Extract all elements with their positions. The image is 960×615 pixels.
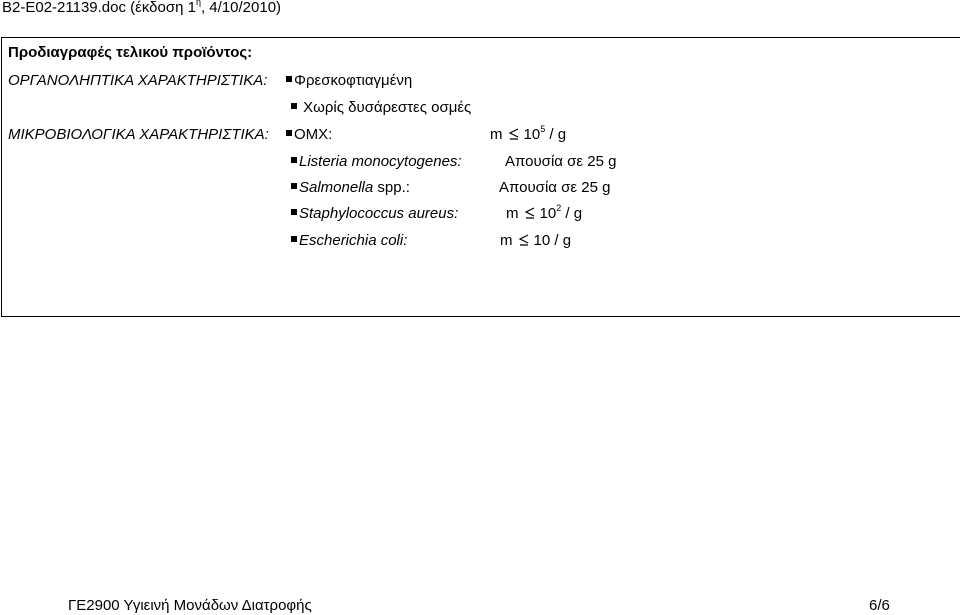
- bullet-icon: [291, 183, 297, 189]
- value-prefix: m: [500, 232, 513, 249]
- value-base: 10: [533, 232, 551, 249]
- footer-title: ΓΕ2900 Υγιεινή Μονάδων Διατροφής: [68, 597, 312, 614]
- bullet-icon: [286, 130, 292, 136]
- micro-item-name: [291, 153, 462, 171]
- less-equal-icon: [518, 234, 530, 246]
- value-suffix: / g: [565, 205, 583, 222]
- micro-item-name: [291, 179, 410, 197]
- doc-date: , 4/10/2010): [200, 0, 282, 16]
- value-base: 10: [539, 205, 557, 222]
- micro-item-name-text: Staphylococcus aureus:: [299, 205, 459, 222]
- micro-item-name-text: Escherichia coli:: [299, 232, 408, 249]
- version-superscript: η: [195, 0, 201, 7]
- value-exponent: 5: [540, 124, 546, 134]
- organoleptic-item-text: Φρεσκοφτιαγμένη: [294, 72, 413, 89]
- micro-item-name: [291, 232, 407, 250]
- bullet-icon: [291, 209, 297, 215]
- micro-item-name-text: Listeria monocytogenes:: [299, 153, 462, 170]
- value-prefix: m: [506, 205, 519, 222]
- less-equal-icon: [524, 207, 536, 219]
- less-equal-icon: [508, 128, 520, 140]
- micro-item-value: Απουσία σε 25 g: [499, 179, 611, 196]
- micro-item-name-text: Salmonella: [299, 179, 374, 196]
- micro-item-name-suffix: spp.:: [377, 179, 410, 196]
- page-number: 6/6: [869, 597, 890, 614]
- value-suffix: / g: [549, 126, 567, 143]
- section-title: Προδιαγραφές τελικού προϊόντος:: [8, 44, 253, 61]
- value-prefix: m: [490, 126, 503, 143]
- organoleptic-item: [291, 99, 471, 117]
- bullet-icon: [291, 236, 297, 242]
- value-exponent: 2: [556, 203, 562, 213]
- micro-item-name: [286, 126, 332, 144]
- organoleptic-label: ΟΡΓΑΝΟΛΗΠΤΙΚΑ ΧΑΡΑΚΤΗΡΙΣΤΙΚΑ:: [8, 72, 268, 89]
- micro-item-value: [490, 126, 566, 144]
- bullet-icon: [291, 157, 297, 163]
- bullet-icon: [291, 103, 297, 109]
- organoleptic-item-text: Χωρίς δυσάρεστες οσμές: [303, 99, 472, 116]
- micro-item-value: Απουσία σε 25 g: [505, 153, 617, 170]
- micro-item-value: [506, 205, 582, 223]
- value-suffix: / g: [554, 232, 572, 249]
- value-base: 10: [523, 126, 541, 143]
- doc-id: B2-E02-21139.doc (έκδοση 1: [2, 0, 196, 16]
- micro-item-value: [500, 232, 571, 250]
- micro-label: ΜΙΚΡΟΒΙΟΛΟΓΙΚΑ ΧΑΡΑΚΤΗΡΙΣΤΙΚΑ:: [8, 126, 269, 143]
- micro-item-name-text: ΟΜΧ:: [294, 126, 333, 143]
- micro-item-name: [291, 205, 458, 223]
- document-header: [2, 0, 281, 17]
- bullet-icon: [286, 76, 292, 82]
- organoleptic-item: [286, 72, 412, 90]
